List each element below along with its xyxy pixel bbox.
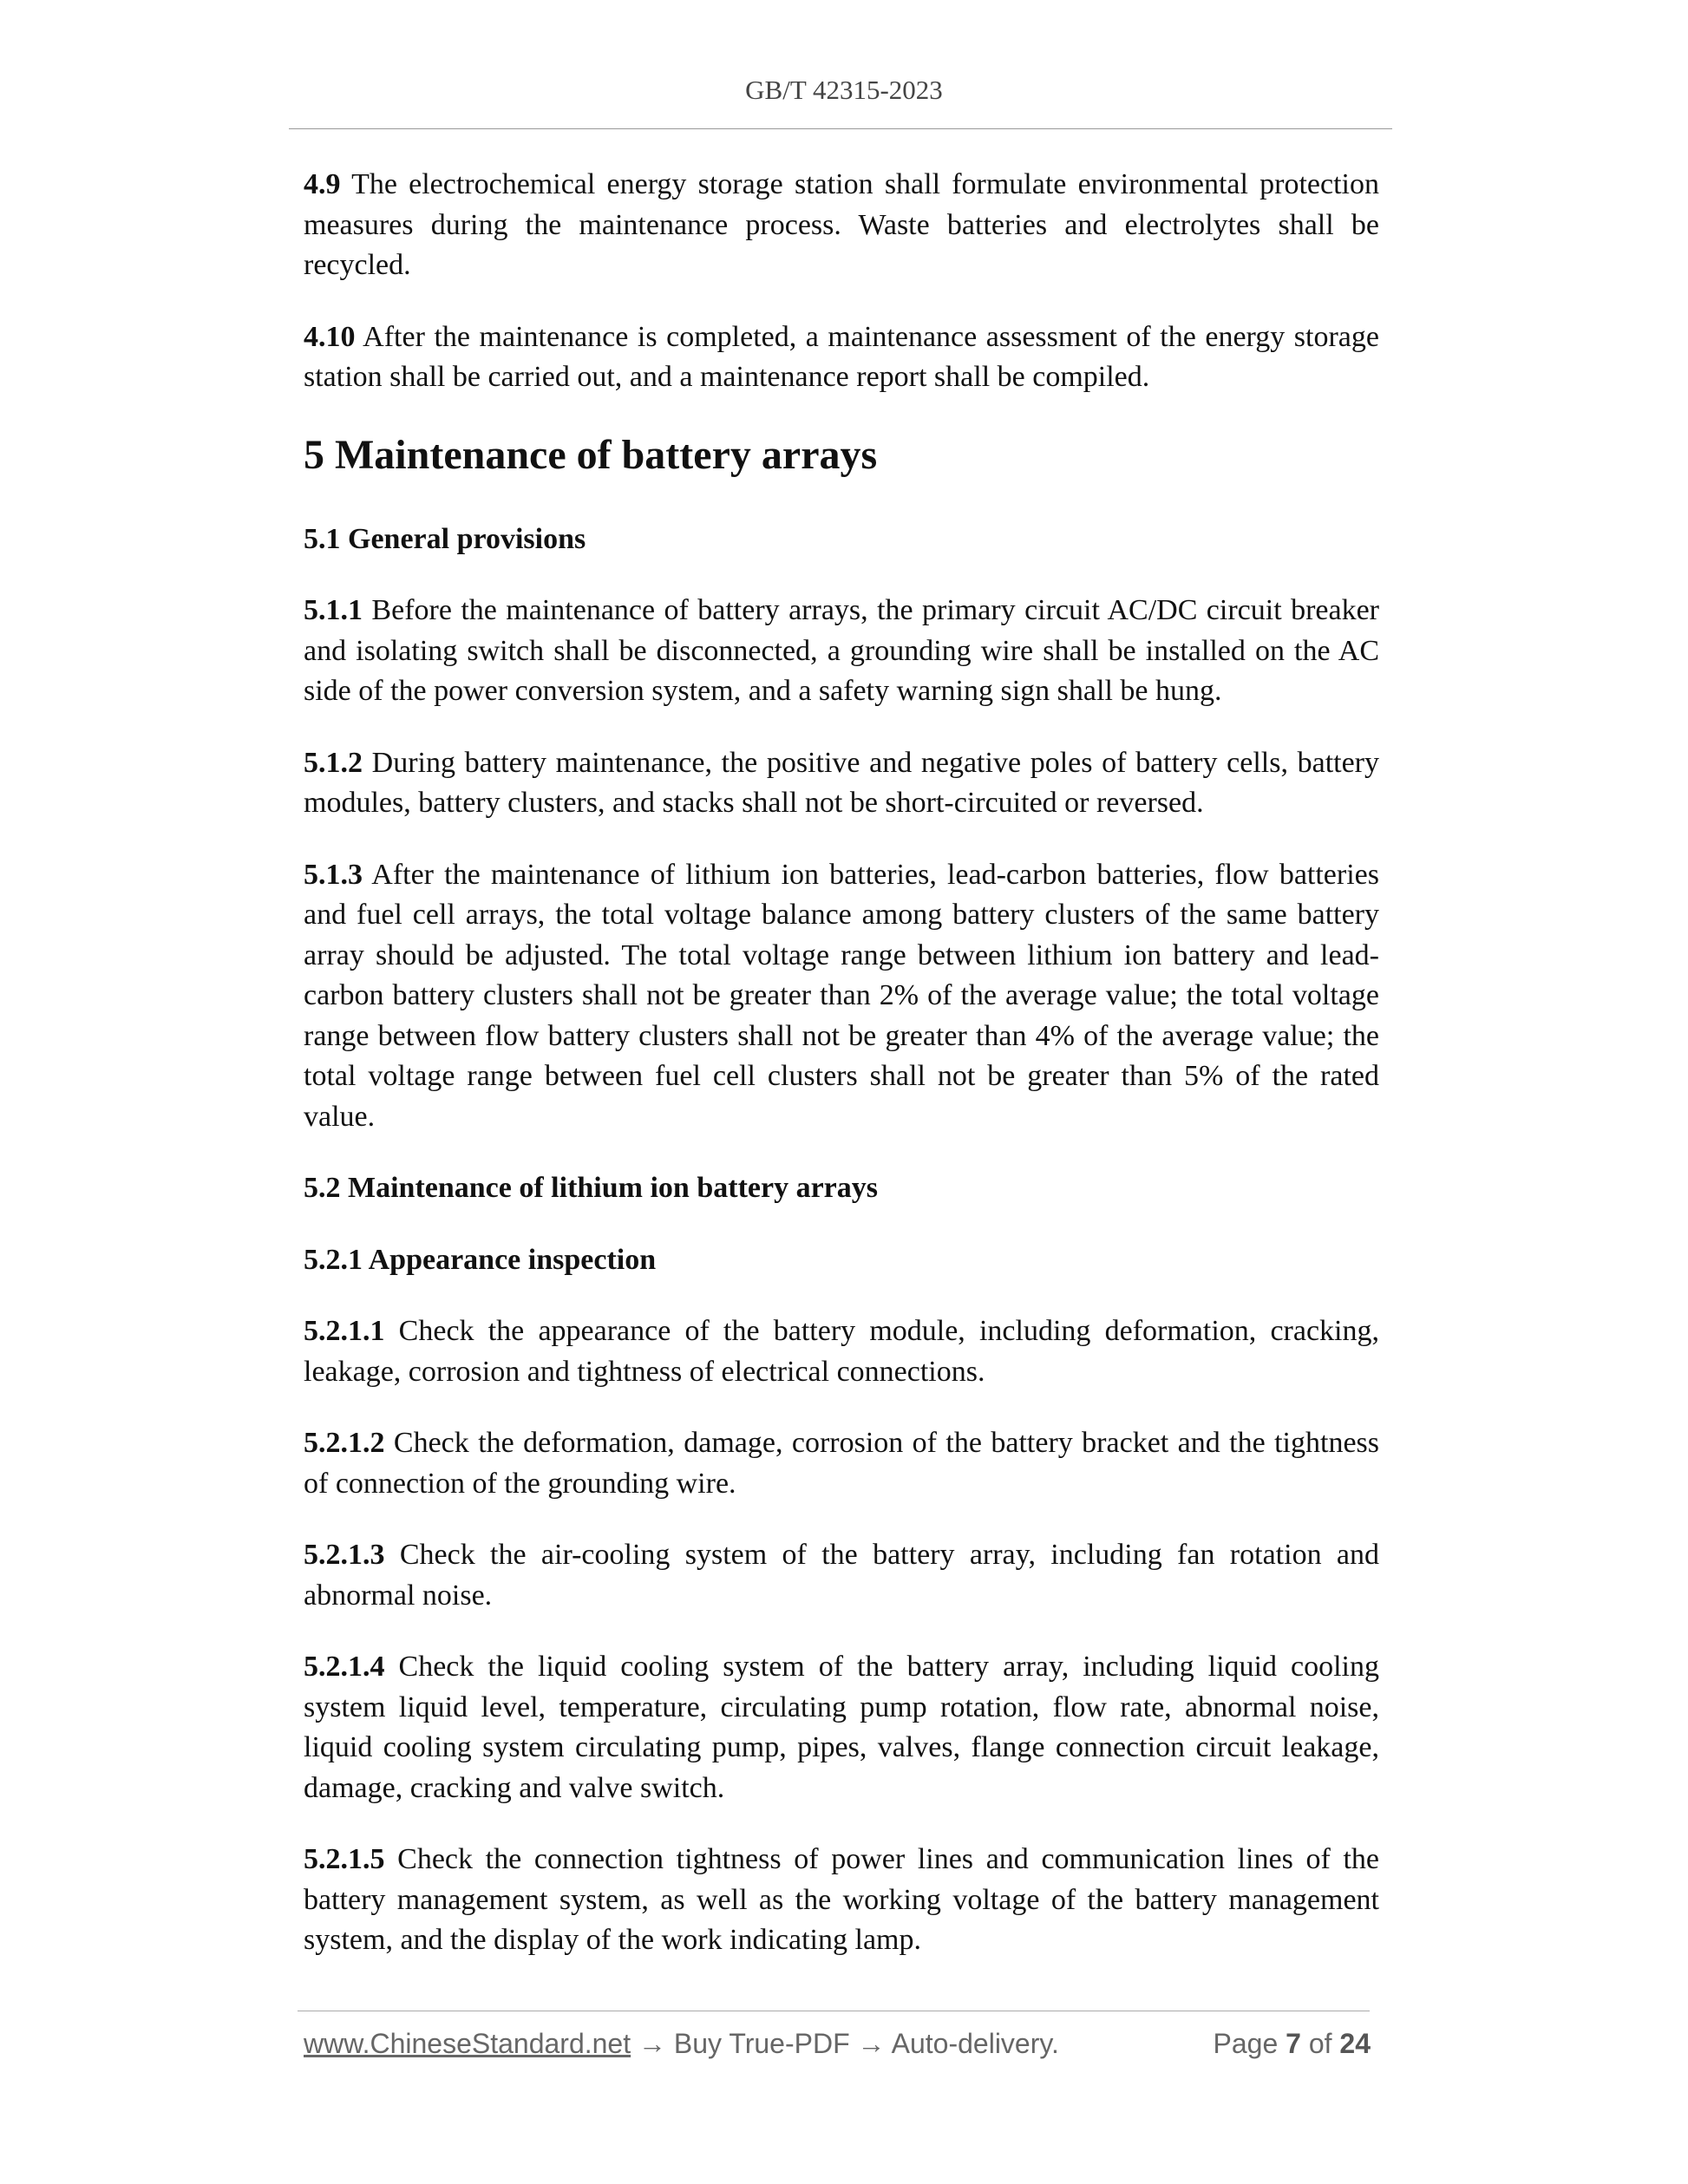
- page-footer: [304, 2028, 1371, 2066]
- clause-4-9: [304, 165, 1379, 286]
- clause-number: 4.10: [304, 320, 356, 353]
- page-label: Page: [1213, 2028, 1279, 2059]
- page-current: 7: [1286, 2028, 1301, 2059]
- page-body: [304, 165, 1379, 1992]
- document-code-header: GB/T 42315-2023: [745, 75, 943, 105]
- clause-5-2-1-3: [304, 1535, 1379, 1616]
- clause-text: Before the maintenance of battery arrays, the primary circuit AC/DC circuit breaker and isolating switch shall be disconnected, a grounding wire shall be installed on the AC side of the power conversion system, and a safety warning sign shall be hung.: [304, 594, 1379, 707]
- clause-number: 5.2.1.1: [304, 1315, 385, 1347]
- clause-5-1-1: [304, 591, 1379, 712]
- clause-5-2-1-4: [304, 1647, 1379, 1808]
- clause-text: During battery maintenance, the positive and negative poles of battery cells, battery modules, battery clusters, and stacks shall not be short-circuited or reversed.: [304, 746, 1379, 819]
- section-5-1-heading: 5.1 General provisions: [304, 522, 586, 555]
- clause-text: Check the liquid cooling system of the battery array, including liquid cooling system liquid level, temperature, circulating pump rotation, flow rate, abnormal noise, liquid cooling system circulating pump, pipes, valves, flange connection circuit leakage, damage, cracking and valve switch.: [304, 1651, 1379, 1804]
- clause-number: 5.1.2: [304, 746, 363, 779]
- clause-number: 5.1.3: [304, 858, 363, 891]
- arrow-icon: →: [849, 2028, 892, 2059]
- page-indicator: [1214, 2028, 1371, 2060]
- section-5-2-1-heading: 5.2.1 Appearance inspection: [304, 1243, 657, 1276]
- buy-text: Buy True-PDF: [673, 2028, 850, 2059]
- footer-promo: [304, 2028, 1059, 2060]
- section-5-2-heading: 5.2 Maintenance of lithium ion battery arrays: [304, 1172, 878, 1204]
- clause-number: 4.9: [304, 168, 341, 200]
- clause-number: 5.2.1.5: [304, 1843, 385, 1875]
- clause-text: After the maintenance of lithium ion batteries, lead-carbon batteries, flow batteries and fuel cell arrays, the total voltage balance among battery clusters of the same battery array should be adjusted. The total voltage range between lithium ion battery and lead-carbon battery clusters shall not be greater than 2% of the average value; the total voltage range between flow battery clusters shall not be greater than 4% of the average value; the total voltage range between fuel cell clusters shall not be greater than 5% of the rated value.: [304, 858, 1379, 1133]
- arrow-icon: →: [631, 2028, 674, 2059]
- clause-text: Check the connection tightness of power lines and communication lines of the battery management system, as well as the working voltage of the battery management system, and the display of the work indicating lamp.: [304, 1843, 1379, 1956]
- clause-text: Check the appearance of the battery module, including deformation, cracking, leakage, corrosion and tightness of electrical connections.: [304, 1315, 1379, 1388]
- clause-5-1-3: [304, 855, 1379, 1138]
- clause-text: Check the air-cooling system of the battery array, including fan rotation and abnormal noise.: [304, 1539, 1379, 1612]
- clause-number: 5.2.1.2: [304, 1427, 385, 1459]
- page-total: 24: [1339, 2028, 1371, 2059]
- clause-number: 5.2.1.4: [304, 1651, 385, 1683]
- clause-4-10: [304, 317, 1379, 398]
- clause-5-2-1-2: [304, 1423, 1379, 1504]
- header-divider: [289, 128, 1392, 129]
- clause-text: Check the deformation, damage, corrosion of the battery bracket and the tightness of connection of the grounding wire.: [304, 1427, 1379, 1500]
- of-label: of: [1308, 2028, 1332, 2059]
- clause-text: After the maintenance is completed, a maintenance assessment of the energy storage station shall be carried out, and a maintenance report shall be compiled.: [304, 320, 1379, 393]
- site-link[interactable]: www.ChineseStandard.net: [304, 2028, 631, 2059]
- clause-text: The electrochemical energy storage station shall formulate environmental protection measures during the maintenance process. Waste batteries and electrolytes shall be recycled.: [304, 168, 1379, 281]
- clause-number: 5.2.1.3: [304, 1539, 385, 1571]
- delivery-text: Auto-delivery.: [891, 2028, 1059, 2059]
- clause-5-1-2: [304, 743, 1379, 824]
- clause-5-2-1-5: [304, 1840, 1379, 1961]
- clause-number: 5.1.1: [304, 594, 363, 626]
- clause-5-2-1-1: [304, 1311, 1379, 1392]
- section-5-heading: 5 Maintenance of battery arrays: [304, 431, 878, 478]
